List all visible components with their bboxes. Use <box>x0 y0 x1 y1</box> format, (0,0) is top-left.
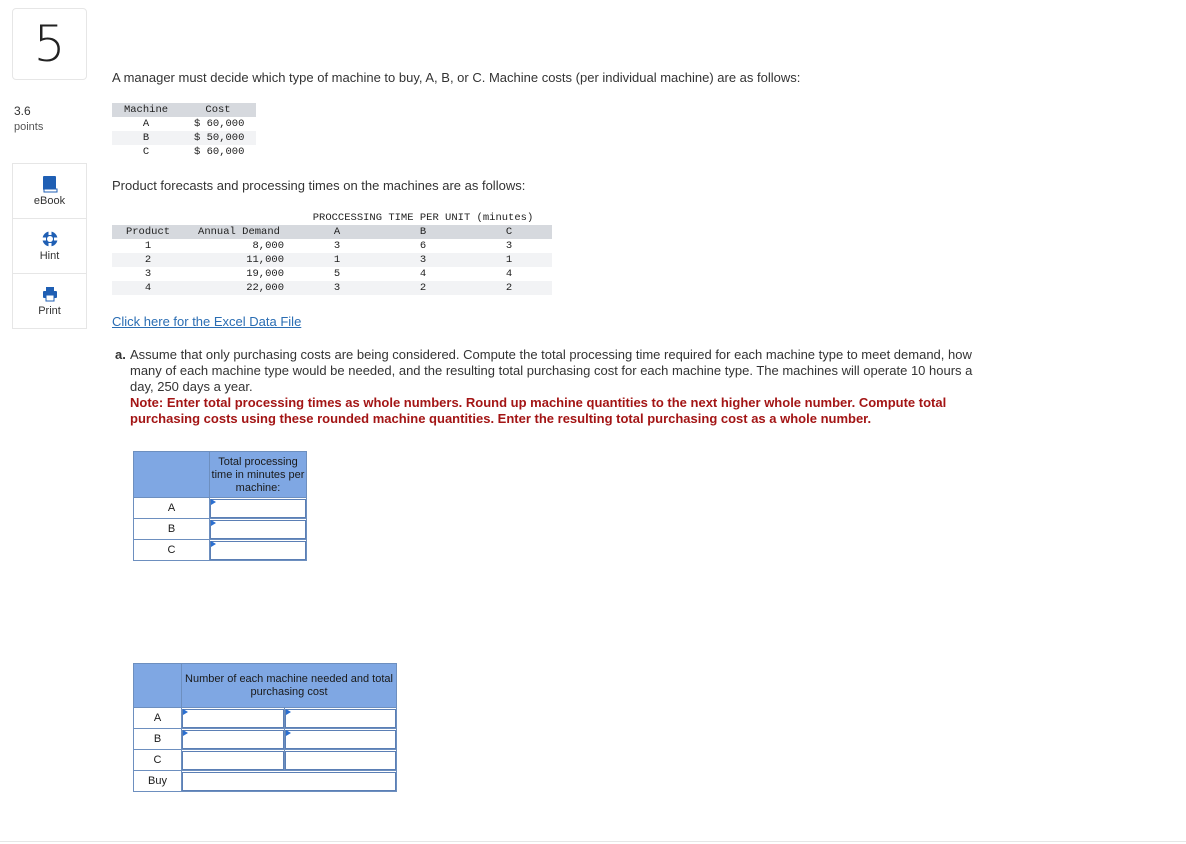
ebook-label: eBook <box>33 195 66 207</box>
table-cell: 8,000 <box>184 239 294 253</box>
hint-button[interactable] <box>12 219 87 274</box>
table-cell: 5 <box>294 267 380 281</box>
excel-data-file-link[interactable]: Click here for the Excel Data File <box>112 314 302 329</box>
table-cell: A <box>142 118 150 130</box>
processing-time-input-b[interactable] <box>210 520 306 539</box>
hint-label: Hint <box>39 250 60 262</box>
ebook-button[interactable] <box>12 164 87 219</box>
table-header-row <box>112 225 552 239</box>
table-cell: $ 50,000 <box>194 132 245 144</box>
processing-time-input-a[interactable] <box>210 499 306 518</box>
table-cell: 22,000 <box>184 281 294 295</box>
table-cell: $ 60,000 <box>194 146 245 158</box>
table-cell: 2 <box>380 281 466 295</box>
grid-header: Total processing time in minutes per machine: <box>210 452 307 498</box>
purchase-cost-input-c[interactable] <box>285 751 396 770</box>
grid-row-label: B <box>134 729 182 750</box>
table-group-header-row <box>112 211 552 225</box>
table-header-row <box>112 103 256 117</box>
processing-time-input-b-cell <box>210 519 307 540</box>
group-header: PROCCESSING TIME PER UNIT (minutes) <box>294 211 552 225</box>
print-label: Print <box>38 305 61 317</box>
table-cell: 4 <box>466 267 552 281</box>
forecast-intro-text: Product forecasts and processing times on the machines are as follows: <box>112 178 526 193</box>
part-a-text: Assume that only purchasing costs are being considered. Compute the total processing time required for each machine type to meet demand, how many of each machine type would be needed, and the resulting total purchasing cost for each machine type. The machines will operate 10 hours a day, 250 days a year. <box>130 347 973 394</box>
table-row <box>112 253 552 267</box>
grid-row-label: B <box>134 519 210 540</box>
purchase-cost-input-b[interactable] <box>285 730 396 749</box>
purchase-cost-input-b-cell <box>285 729 397 750</box>
table-row <box>112 131 256 145</box>
table-cell: 3 <box>112 267 184 281</box>
machine-count-input-a-cell <box>182 708 285 729</box>
points-label: points <box>14 121 44 133</box>
processing-time-input-c-cell <box>210 540 307 561</box>
grid-corner-cell <box>134 664 182 708</box>
table-cell: 19,000 <box>184 267 294 281</box>
buy-input-cell <box>182 771 397 792</box>
grid-header: Number of each machine needed and total purchasing cost <box>182 664 397 708</box>
table-cell: 1 <box>466 253 552 267</box>
table-cell: C <box>142 146 150 158</box>
table-cell: 4 <box>380 267 466 281</box>
table-row <box>112 239 552 253</box>
part-a-label: a. <box>115 347 126 362</box>
print-button[interactable] <box>12 274 87 329</box>
table-row <box>112 117 256 131</box>
grid-row-label: C <box>134 540 210 561</box>
lifebuoy-icon <box>41 230 59 248</box>
column-header: Product <box>112 225 184 239</box>
processing-time-answer-grid <box>133 451 307 561</box>
purchase-cost-input-a-cell <box>285 708 397 729</box>
table-row <box>112 267 552 281</box>
processing-time-input-a-cell <box>210 498 307 519</box>
table-row <box>112 281 552 295</box>
part-a-note: Note: Enter total processing times as whole numbers. Round up machine quantities to the next higher whole number. Compute total purchasing costs using these rounded machine quantities. Enter the resulting total purchasing cost as a whole number. <box>130 395 947 426</box>
input-marker-icon <box>211 499 216 505</box>
machine-cost-table <box>112 103 256 159</box>
machine-count-input-c[interactable] <box>182 751 284 770</box>
grid-row-label: Buy <box>134 771 182 792</box>
bottom-divider <box>0 841 1186 842</box>
points-value: 3.6 <box>14 104 31 118</box>
table-cell: $ 60,000 <box>194 118 245 130</box>
grid-row-label: A <box>134 498 210 519</box>
processing-time-table <box>112 211 552 295</box>
input-marker-icon <box>211 541 216 547</box>
table-cell: 1 <box>294 253 380 267</box>
table-cell: 1 <box>112 239 184 253</box>
input-marker-icon <box>211 520 216 526</box>
buy-input[interactable] <box>182 772 396 791</box>
column-header: Cost <box>205 104 231 116</box>
input-marker-icon <box>286 709 291 715</box>
table-cell: 2 <box>112 253 184 267</box>
input-marker-icon <box>183 730 188 736</box>
table-cell: 6 <box>380 239 466 253</box>
column-header: B <box>380 225 466 239</box>
book-icon <box>41 175 59 193</box>
column-header: C <box>466 225 552 239</box>
intro-text: A manager must decide which type of machine to buy, A, B, or C. Machine costs (per individual machine) are as follows: <box>112 70 801 85</box>
column-header: A <box>294 225 380 239</box>
machine-count-input-b[interactable] <box>182 730 284 749</box>
question-number: 5 <box>33 15 66 73</box>
table-cell: 2 <box>466 281 552 295</box>
purchase-cost-input-c-cell <box>285 750 397 771</box>
purchase-cost-input-a[interactable] <box>285 709 396 728</box>
question-number-box <box>12 8 87 80</box>
table-cell: 3 <box>294 239 380 253</box>
table-cell: 3 <box>466 239 552 253</box>
printer-icon <box>41 285 59 303</box>
machine-count-input-b-cell <box>182 729 285 750</box>
table-cell: 3 <box>380 253 466 267</box>
table-cell: 3 <box>294 281 380 295</box>
part-a-question <box>115 347 975 427</box>
grid-row-label: A <box>134 708 182 729</box>
grid-corner-cell <box>134 452 210 498</box>
column-header: Machine <box>123 104 169 116</box>
table-cell: B <box>142 132 150 144</box>
input-marker-icon <box>183 709 188 715</box>
machine-count-input-c-cell <box>182 750 285 771</box>
column-header: Annual Demand <box>184 225 294 239</box>
table-row <box>112 145 256 159</box>
tool-panel <box>12 163 87 329</box>
table-cell: 4 <box>112 281 184 295</box>
grid-row-label: C <box>134 750 182 771</box>
table-cell: 11,000 <box>184 253 294 267</box>
machine-cost-answer-grid <box>133 663 397 792</box>
processing-time-input-c[interactable] <box>210 541 306 560</box>
input-marker-icon <box>286 730 291 736</box>
machine-count-input-a[interactable] <box>182 709 284 728</box>
